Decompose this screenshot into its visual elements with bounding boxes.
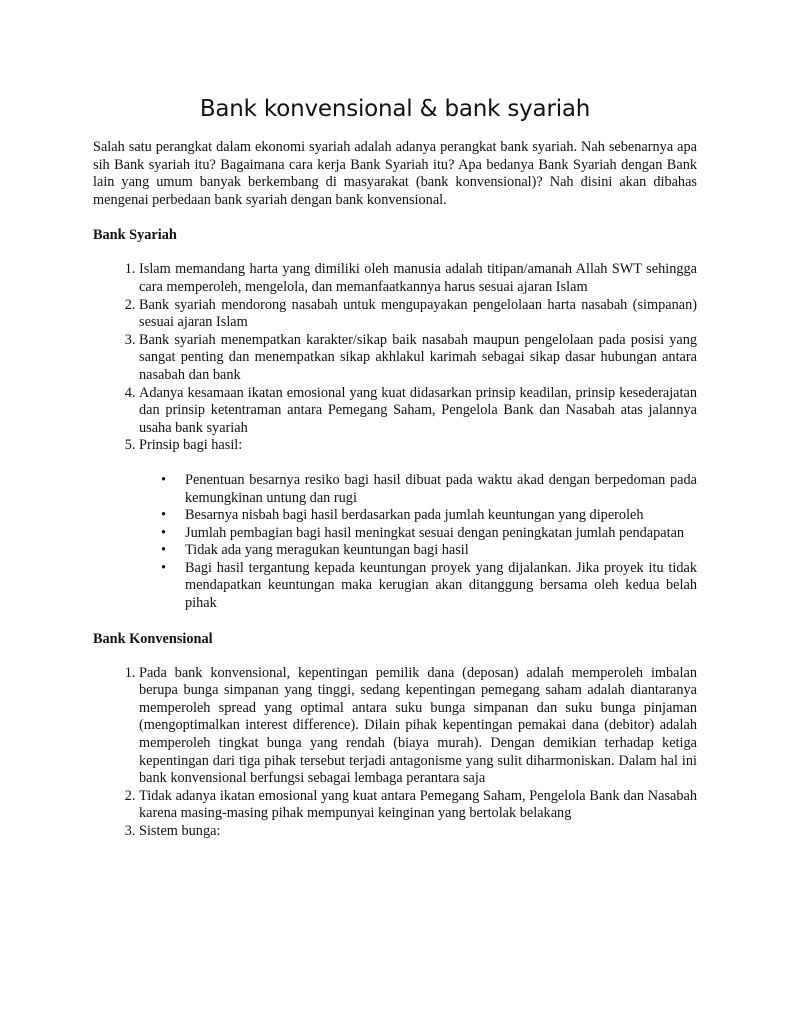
- bullet-item: • Bagi hasil tergantung kepada keuntungan proyek yang dijalankan. Jika proyek itu tidak mendapatkan keuntungan maka kerugian akan ditanggung bersama oleh kedua belah pihak: [185, 560, 697, 613]
- konvensional-item: 3. Sistem bunga:: [139, 823, 697, 841]
- syariah-list: [93, 261, 697, 612]
- syariah-item: 4. Adanya kesamaan ikatan emosional yang kuat didasarkan prinsip keadilan, prinsip kesederajatan dan prinsip ketentraman antara Pemegang Saham, Pengelola Bank dan Nasabah atas jalannya usaha bank syariah: [139, 385, 697, 438]
- bagi-hasil-bullets: [139, 472, 697, 613]
- section-heading-syariah: Bank Syariah: [93, 227, 177, 244]
- syariah-item: 1. Islam memandang harta yang dimiliki oleh manusia adalah titipan/amanah Allah SWT sehingga cara memperoleh, mengelola, dan memanfaatkannya harus sesuai ajaran Islam: [139, 261, 697, 296]
- konvensional-item: 2. Tidak adanya ikatan emosional yang kuat antara Pemegang Saham, Pengelola Bank dan Nasabah karena masing-masing pihak mempunyai keinginan yang bertolak belakang: [139, 788, 697, 823]
- section-heading-konvensional: Bank Konvensional: [93, 630, 213, 647]
- bullet-item: • Penentuan besarnya resiko bagi hasil dibuat pada waktu akad dengan berpedoman pada kemungkinan untung dan rugi: [185, 472, 697, 507]
- bullet-item: • Jumlah pembagian bagi hasil meningkat sesuai dengan peningkatan jumlah pendapatan: [185, 525, 697, 543]
- konvensional-list: [93, 665, 697, 841]
- syariah-item: 2. Bank syariah mendorong nasabah untuk mengupayakan pengelolaan harta nasabah (simpanan) sesuai ajaran Islam: [139, 297, 697, 332]
- bullet-item: • Besarnya nisbah bagi hasil berdasarkan pada jumlah keuntungan yang diperoleh: [185, 507, 697, 525]
- document-content: [93, 94, 697, 841]
- page-title: Bank konvensional & bank syariah: [199, 96, 591, 122]
- konvensional-item: 1. Pada bank konvensional, kepentingan pemilik dana (deposan) adalah memperoleh imbalan berupa bunga simpanan yang tinggi, sedang kepentingan pemegang saham adalah diantaranya memperoleh spread yang optimal antara suku bunga simpanan dan suku bunga pinjaman (mengoptimalkan interest difference). Dilain pihak kepentingan pemakai dana (debitor) adalah memperoleh tingkat bunga yang rendah (biaya murah). Dengan demikian terhadap ketiga kepentingan dari tiga pihak tersebut terjadi antagonisme yang sulit diharmoniskan. Dalam hal ini bank konvensional berfungsi sebagai lembaga perantara saja: [139, 665, 697, 788]
- bullet-item: • Tidak ada yang meragukan keuntungan bagi hasil: [185, 542, 697, 560]
- syariah-item: [139, 437, 697, 612]
- syariah-item: 3. Bank syariah menempatkan karakter/sikap baik nasabah maupun pengelolaan pada posisi yang sangat penting dan menempatkan sikap akhlakul karimah sebagai sikap dasar hubungan antara nasabah dan bank: [139, 332, 697, 385]
- syariah-item-text: Prinsip bagi hasil:: [139, 437, 243, 454]
- intro-paragraph: Salah satu perangkat dalam ekonomi syariah adalah adanya perangkat bank syariah. Nah sebenarnya apa sih Bank syariah itu? Bagaimana cara kerja Bank Syariah itu? Apa bedanya Bank Syariah dengan Bank lain yang umum banyak berkembang di masyarakat (bank konvensional)? Nah disini akan dibahas mengenai perbedaan bank syariah dengan bank konvensional.: [93, 139, 697, 208]
